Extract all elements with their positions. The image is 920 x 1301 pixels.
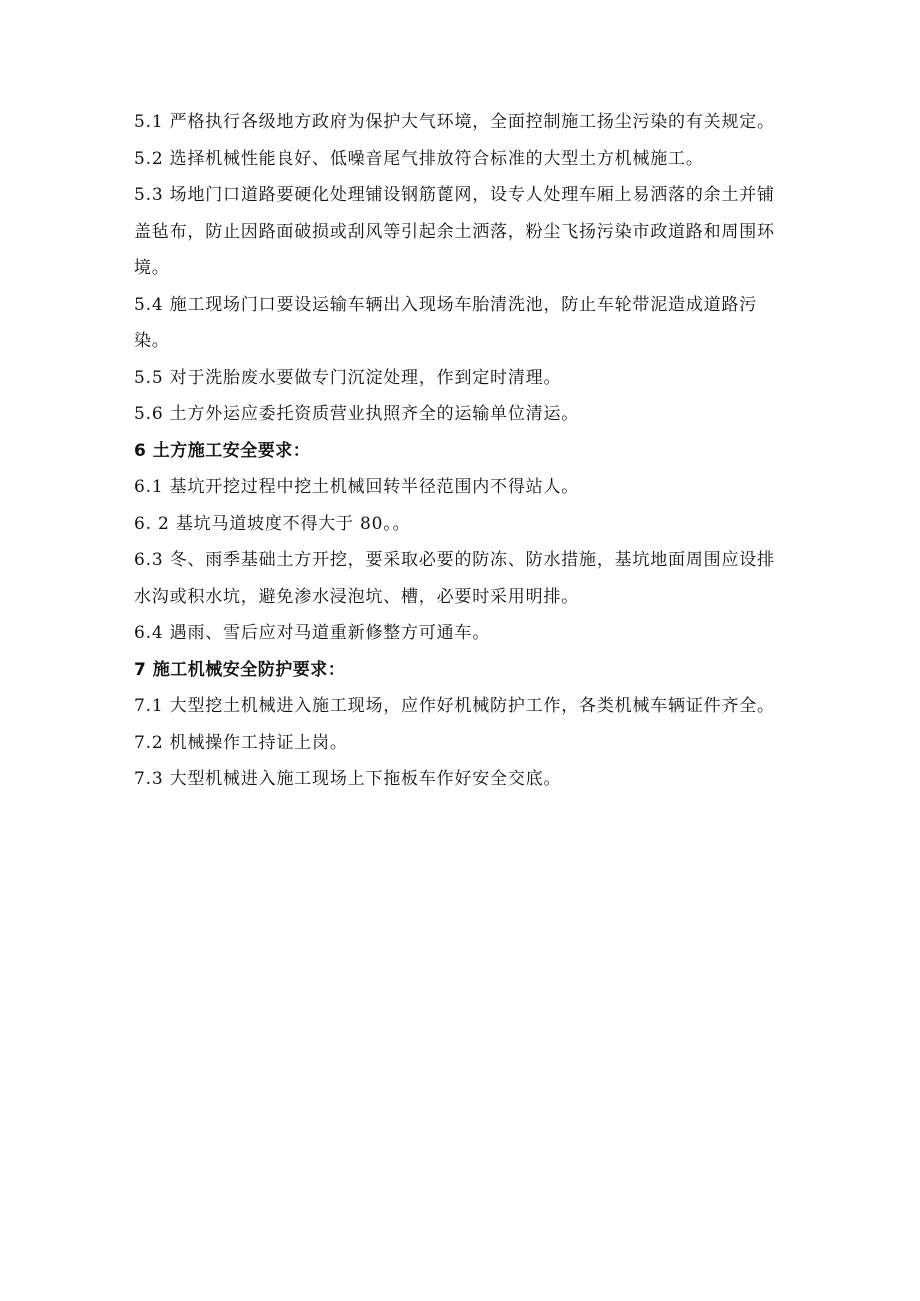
paragraph-6-1: 6.1 基坑开挖过程中挖土机械回转半径范围内不得站人。 — [134, 477, 580, 497]
paragraph-5-3: 5.3 场地门口道路要硬化处理铺设钢筋蓖网，设专人处理车厢上易洒落的余土并铺盖毡布，防止因路面破损或刮风等引起余土洒落，粉尘飞扬污染市政道路和周围环境。 — [134, 185, 775, 278]
paragraph-7-2: 7.2 机械操作工持证上岗。 — [134, 732, 348, 753]
paragraph-5-2: 5.2 选择机械性能良好、低噪音尾气排放符合标准的大型土方机械施工。 — [134, 148, 704, 169]
paragraph-5-6: 5.6 土方外运应委托资质营业执照齐全的运输单位清运。 — [134, 404, 580, 424]
document-body — [134, 104, 784, 798]
paragraph-6-3: 6.3 冬、雨季基础土方开挖，要采取必要的防冻、防水措施，基坑地面周围应设排水沟或积水坑，避免渗水浸泡坑、槽，必要时采用明排。 — [134, 550, 775, 607]
paragraph-5-5: 5.5 对于洗胎废水要做专门沉淀处理，作到定时清理。 — [134, 367, 562, 388]
section-heading-6: 6 土方施工安全要求： — [134, 440, 311, 461]
paragraph-7-1: 7.1 大型挖土机械进入施工现场，应作好机械防护工作，各类机械车辆证件齐全。 — [134, 696, 775, 716]
paragraph-5-4: 5.4 施工现场门口要设运输车辆出入现场车胎清洗池，防止车轮带泥造成道路污染。 — [134, 294, 758, 351]
paragraph-7-3: 7.3 大型机械进入施工现场上下拖板车作好安全交底。 — [134, 769, 562, 789]
paragraph-6-4: 6.4 遇雨、雪后应对马道重新修整方可通车。 — [134, 623, 491, 643]
paragraph-6-2: 6. 2 基坑马道坡度不得大于 80。。 — [134, 513, 411, 534]
section-heading-7: 7 施工机械安全防护要求： — [134, 659, 346, 680]
paragraph-5-1: 5.1 严格执行各级地方政府为保护大气环境，全面控制施工扬尘污染的有关规定。 — [134, 112, 775, 132]
